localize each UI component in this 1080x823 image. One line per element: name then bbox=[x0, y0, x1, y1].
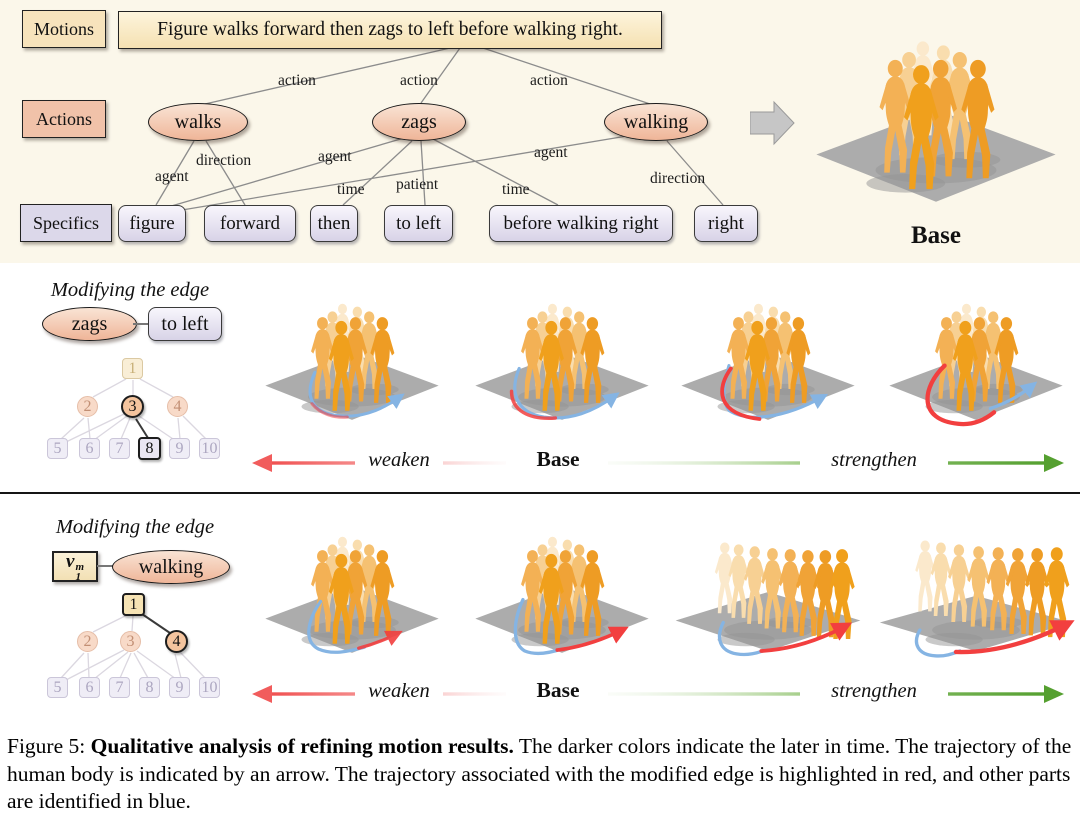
motion-render-strengthen-1 bbox=[668, 508, 868, 675]
edge-label-action-3: action bbox=[530, 72, 568, 89]
specific-node-before-walking-right: before walking right bbox=[489, 205, 673, 242]
caption-bold: Qualitative analysis of refining motion results. bbox=[90, 734, 514, 758]
specifics-level-label: Specifics bbox=[20, 204, 112, 242]
tree-node-8: 8 bbox=[139, 677, 160, 698]
motion-render-strengthen-2 bbox=[876, 508, 1076, 675]
motion-render-strengthen-1 bbox=[668, 275, 868, 442]
tree-node-7: 7 bbox=[109, 438, 130, 459]
row-modify-v1m-walking bbox=[0, 494, 1080, 734]
right-block-arrow-icon bbox=[750, 100, 796, 146]
base-axis-label: Base bbox=[508, 447, 608, 472]
specific-node-figure: figure bbox=[118, 205, 186, 242]
tree-node-6: 6 bbox=[79, 677, 100, 698]
tree-node-3-highlighted: 3 bbox=[121, 395, 144, 418]
caption-prefix: Figure 5: bbox=[7, 734, 91, 758]
base-render-label: Base bbox=[911, 222, 961, 249]
action-node-zags: zags bbox=[372, 103, 466, 141]
specific-node-to-left: to left bbox=[384, 205, 453, 242]
motions-level-label: Motions bbox=[22, 10, 106, 48]
edge-label-agent-walking: agent bbox=[534, 144, 568, 161]
tree-node-5: 5 bbox=[47, 438, 68, 459]
motion-render-weaken-2 bbox=[252, 508, 452, 675]
specific-node-forward: forward bbox=[204, 205, 296, 242]
modifying-edge-heading: Modifying the edge bbox=[55, 516, 215, 538]
actions-level-label: Actions bbox=[22, 100, 106, 138]
tree-node-10: 10 bbox=[199, 677, 220, 698]
edge-from-node-zags: zags bbox=[42, 307, 137, 341]
motion-sentence-box: Figure walks forward then zags to left before walking right. bbox=[118, 11, 662, 49]
action-node-walks: walks bbox=[148, 103, 248, 141]
tree-node-9: 9 bbox=[169, 438, 190, 459]
edge-label-time-then: time bbox=[337, 181, 365, 198]
tree-node-10: 10 bbox=[199, 438, 220, 459]
tree-node-1: 1 bbox=[122, 358, 143, 379]
tree-node-3: 3 bbox=[120, 631, 141, 652]
tree-node-9: 9 bbox=[169, 677, 190, 698]
motion-render-base bbox=[462, 275, 662, 442]
edge-label-action-1: action bbox=[278, 72, 316, 89]
tree-node-4: 4 bbox=[167, 396, 188, 417]
tree-node-1-highlighted: 1 bbox=[122, 593, 145, 616]
math-v-symbol: v m 1 bbox=[66, 551, 84, 583]
tree-node-8-highlighted: 8 bbox=[138, 437, 161, 460]
action-node-walking: walking bbox=[604, 103, 708, 141]
edge-to-node-to-left: to left bbox=[148, 307, 222, 341]
tree-node-2: 2 bbox=[77, 396, 98, 417]
base-axis-label: Base bbox=[508, 678, 608, 703]
edge-label-direction-walking: direction bbox=[650, 170, 706, 187]
edge-label-action-2: action bbox=[400, 72, 438, 89]
parse-tree-section bbox=[0, 0, 1080, 263]
weaken-label: weaken bbox=[355, 680, 443, 703]
base-motion-render bbox=[798, 2, 1074, 232]
motion-render-base bbox=[462, 508, 662, 675]
motion-render-weaken-2 bbox=[252, 275, 452, 442]
weaken-label: weaken bbox=[355, 449, 443, 472]
strengthen-label: strengthen bbox=[800, 449, 948, 472]
edge-label-time-before: time bbox=[502, 181, 530, 198]
edge-to-node-walking: walking bbox=[112, 550, 230, 584]
row-modify-zags-toleft bbox=[0, 263, 1080, 492]
caption-rest: The darker colors indicate the later in time. The trajectory of the human body is indicated by an arrow. The trajectory associated with the modified edge is highlighted in red, and other parts are identified in blue. bbox=[7, 734, 1072, 813]
tree-node-5: 5 bbox=[47, 677, 68, 698]
edge-label-patient: patient bbox=[396, 176, 439, 193]
edge-label-direction-walks: direction bbox=[196, 152, 252, 169]
tree-node-7: 7 bbox=[109, 677, 130, 698]
edge-label-agent-zags: agent bbox=[318, 148, 352, 165]
specific-node-then: then bbox=[310, 205, 358, 242]
tree-node-2: 2 bbox=[77, 631, 98, 652]
strengthen-label: strengthen bbox=[800, 680, 948, 703]
edge-label-agent-walks: agent bbox=[155, 168, 189, 185]
motion-render-strengthen-2 bbox=[876, 275, 1076, 442]
tree-node-6: 6 bbox=[79, 438, 100, 459]
figure-caption bbox=[7, 733, 1075, 816]
modifying-edge-heading: Modifying the edge bbox=[50, 279, 210, 301]
tree-node-4-highlighted: 4 bbox=[165, 630, 188, 653]
specific-node-right: right bbox=[694, 205, 758, 242]
